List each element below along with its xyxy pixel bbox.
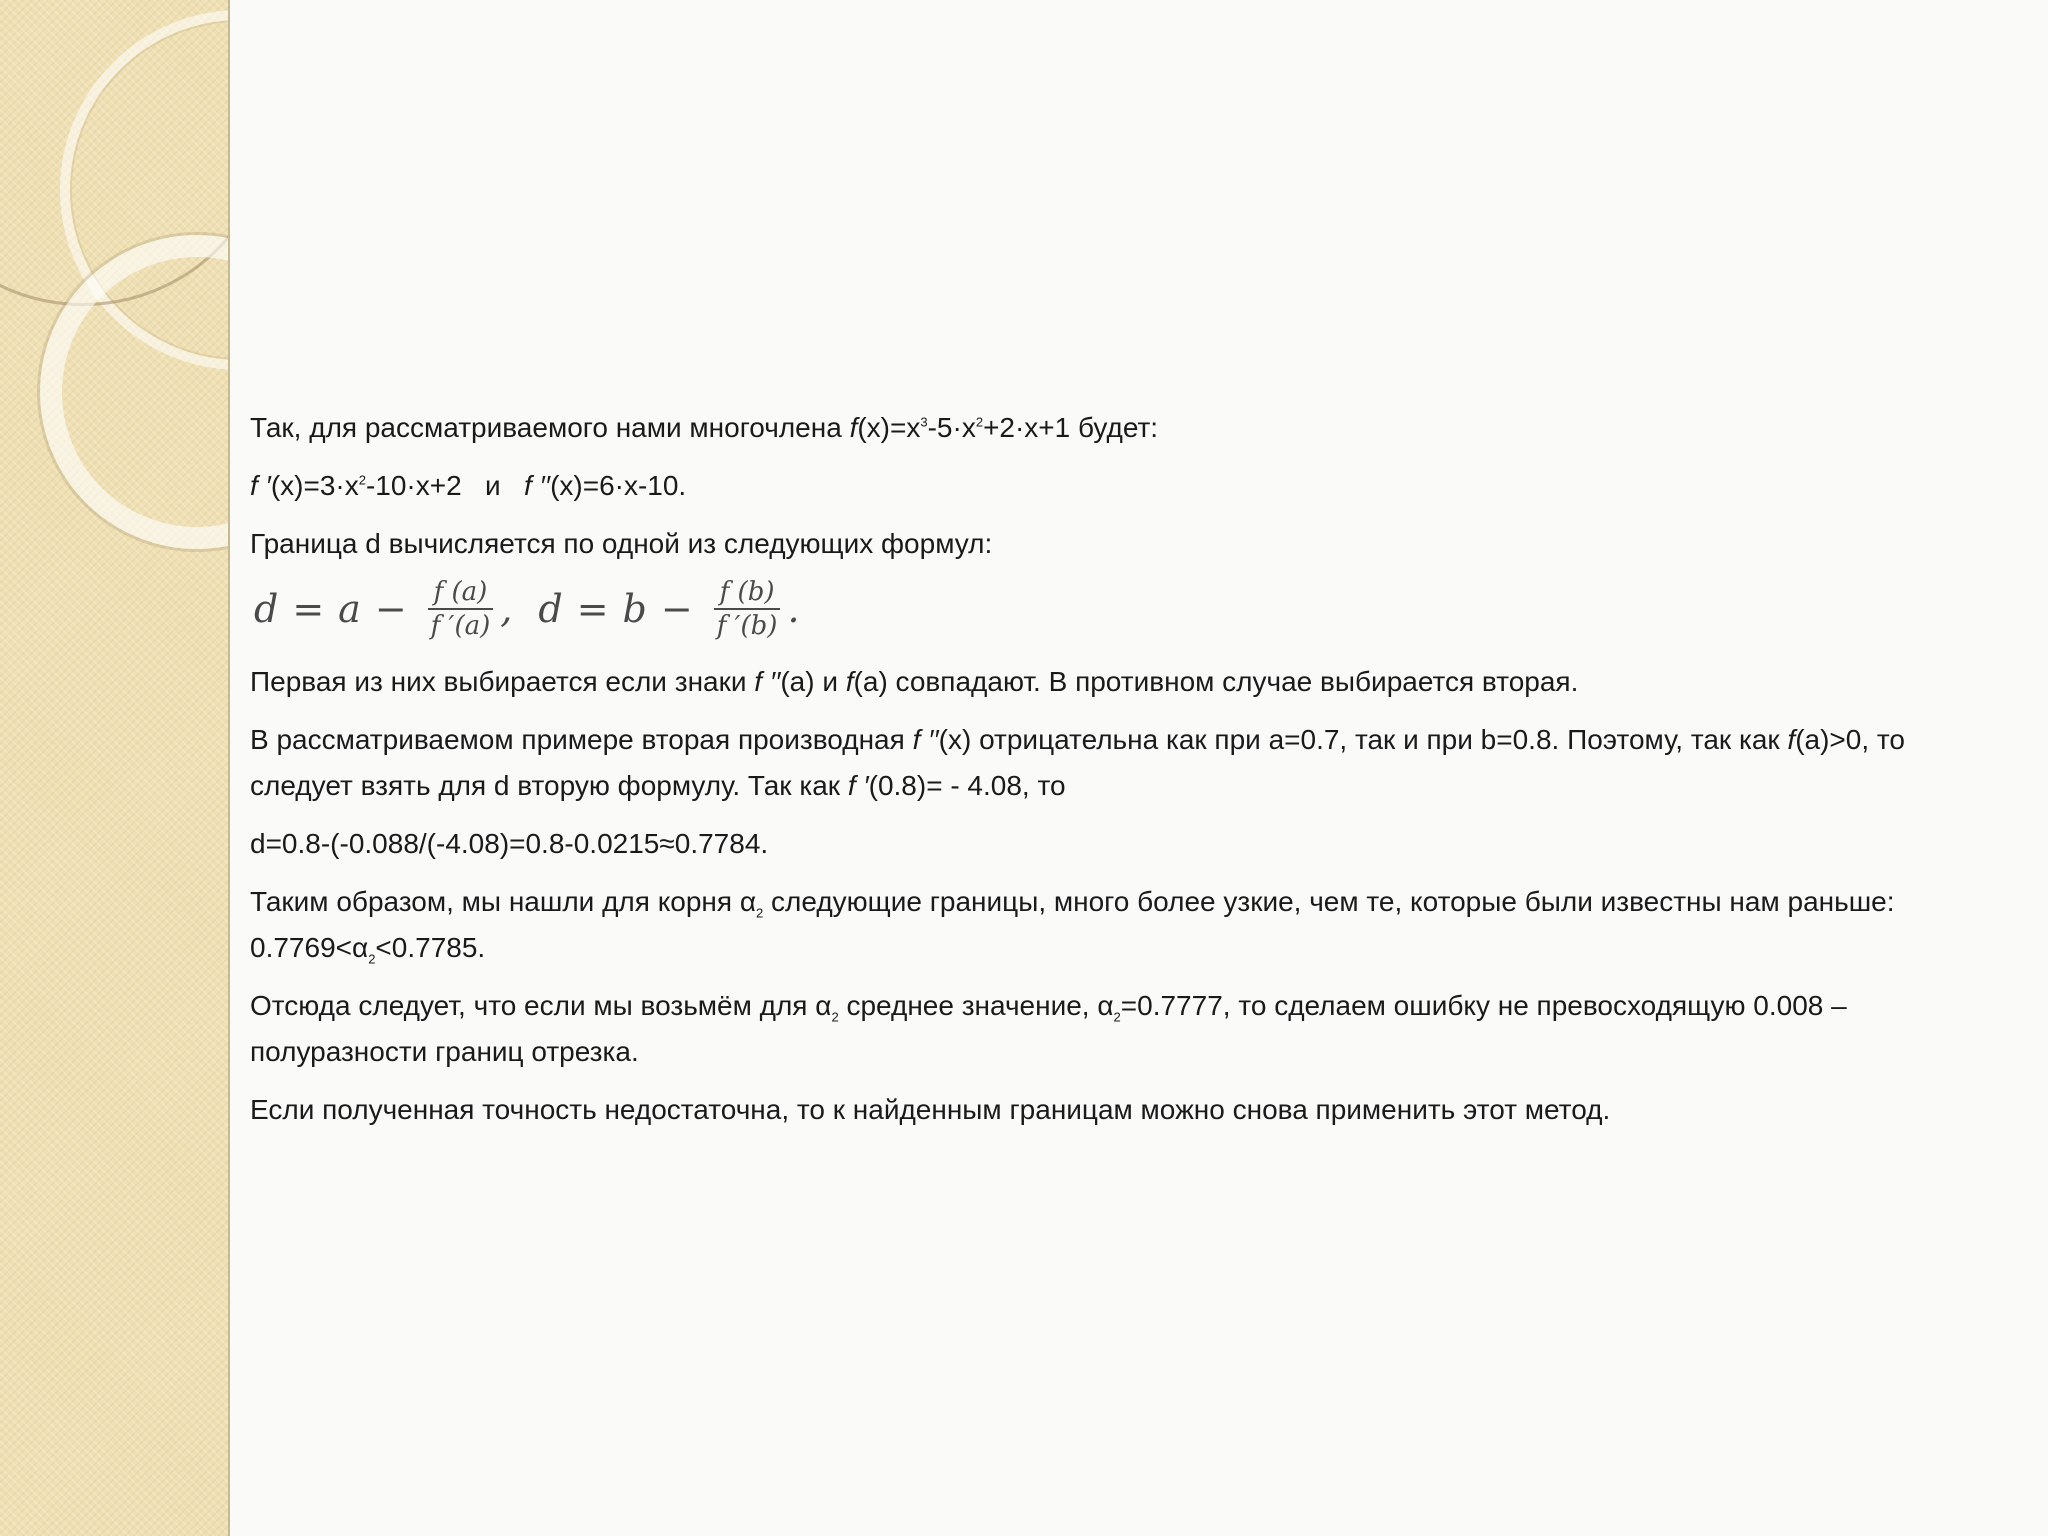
formula-minus: − (374, 587, 407, 631)
text: (x)=6·x-10. (550, 470, 687, 501)
exponent: 3 (920, 414, 928, 430)
formula-equals: = (576, 587, 609, 631)
paragraph-example (250, 717, 1970, 809)
subscript: 2 (756, 905, 764, 921)
text: (a)>0, то следует взять для d вторую формулу. Так как (250, 724, 1905, 801)
slide-content (250, 405, 1970, 1145)
function-f: f (845, 666, 854, 697)
formula-equals: = (292, 587, 325, 631)
text: (0.8)= - 4.08, то (868, 770, 1066, 801)
fraction-numerator: f (a) (428, 576, 494, 610)
paragraph-derivatives (250, 463, 1970, 509)
text: В рассматриваемом примере вторая производная (250, 724, 913, 755)
formula-image (254, 567, 1970, 651)
paragraph-bounds (250, 879, 1970, 971)
text: Отсюда следует, что если мы возьмём для α (250, 990, 832, 1021)
formula-d: d (538, 587, 563, 631)
formula-period: . (787, 587, 800, 631)
text: (x)=x (857, 412, 921, 443)
text: (a) совпадают. В противном случае выбирается вторая. (853, 666, 1579, 697)
paragraph-repeat (250, 1087, 1970, 1133)
formula-fraction-a (425, 576, 497, 642)
exponent: 2 (358, 472, 366, 488)
text: (x)=3·x (270, 470, 359, 501)
slide-body (230, 0, 2048, 1536)
function-f-double-prime: f ′′ (524, 470, 551, 501)
subscript: 2 (831, 1009, 839, 1025)
formula-a: a (338, 587, 361, 631)
text: Если полученная точность недостаточна, то к найденным границам можно снова применить этот метод. (250, 1094, 1611, 1125)
paragraph-calculation (250, 821, 1970, 867)
function-f-prime: f ′ (250, 470, 271, 501)
text: d=0.8-(-0.088/(-4.08)=0.8-0.0215≈0.7784. (250, 828, 769, 859)
formula-fraction-b (711, 576, 784, 642)
paragraph-polynomial (250, 405, 1970, 451)
paragraph-choice (250, 659, 1970, 705)
text: -10·x+2 и (365, 470, 524, 501)
exponent: 2 (975, 414, 984, 430)
paragraph-boundary (250, 521, 1970, 567)
text: Так, для рассматриваемого нами многочлена (250, 412, 850, 443)
subscript: 2 (1113, 1009, 1121, 1025)
function-f-prime: f ′ (847, 770, 869, 801)
fraction-denominator: f ′(a) (430, 611, 491, 641)
text: =0.7777, то сделаем ошибку не превосходящую 0.008 – полуразности границ отрезка. (250, 990, 1847, 1067)
fraction-denominator: f ′(b) (716, 611, 778, 641)
formula-d: d (254, 587, 279, 631)
paragraph-error (250, 983, 1970, 1075)
decorative-sidebar (0, 0, 228, 1536)
formula-comma: , (500, 587, 513, 631)
formula-minus: − (660, 587, 693, 631)
function-f-double-prime: f ′′ (754, 666, 781, 697)
text: (a) и (780, 666, 846, 697)
subscript: 2 (368, 951, 376, 967)
text: следующие границы, много более узкие, чем те, которые были известны нам раньше: 0.7769<α (250, 886, 1926, 963)
function-f-double-prime: f ′′ (912, 724, 939, 755)
text: +2·x+1 будет: (983, 412, 1159, 443)
text: -5·x (927, 412, 976, 443)
text: <0.7785. (375, 932, 486, 963)
fraction-numerator: f (b) (714, 576, 781, 610)
text: Таким образом, мы нашли для корня α (250, 886, 757, 917)
formula-b: b (622, 587, 647, 631)
text: (x) отрицательна как при a=0.7, так и при b=0.8. Поэтому, так как (938, 724, 1788, 755)
function-f: f (1787, 724, 1796, 755)
text: среднее значение, α (838, 990, 1114, 1021)
function-f: f (849, 412, 858, 443)
text: Первая из них выбирается если знаки (250, 666, 755, 697)
text: Граница d вычисляется по одной из следующих формул: (250, 528, 993, 559)
